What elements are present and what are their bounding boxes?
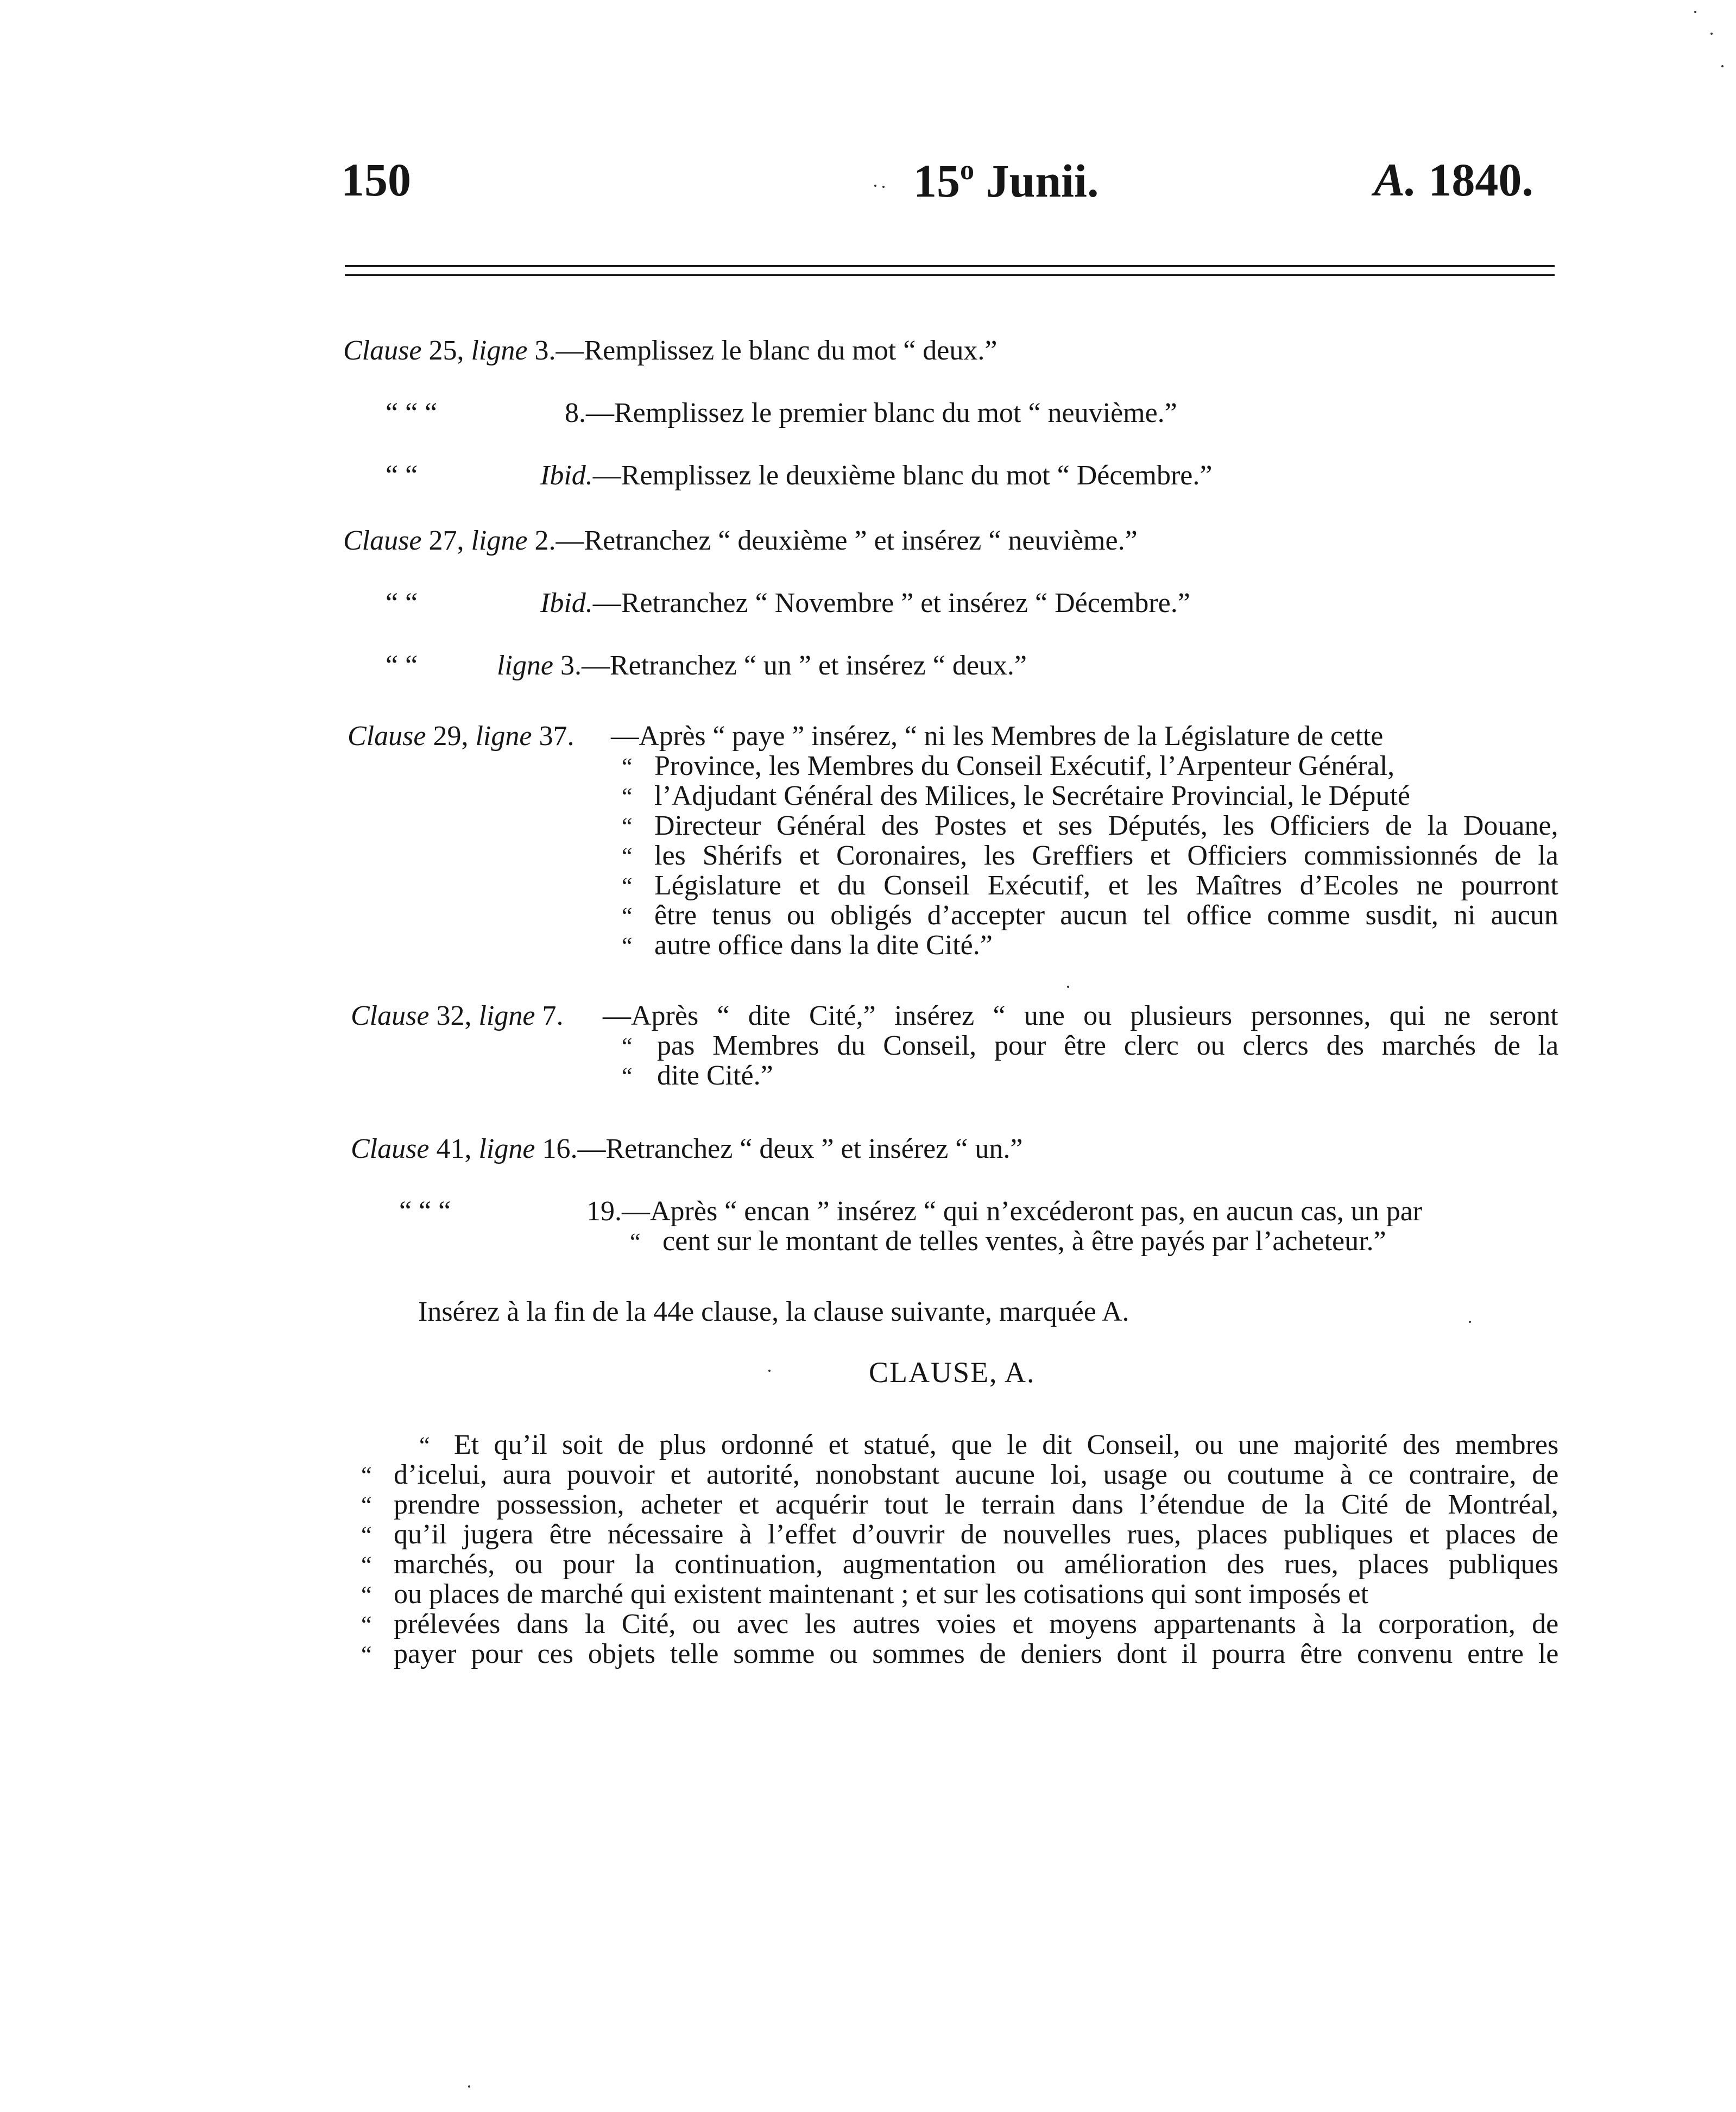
line-number: 3. xyxy=(560,650,582,681)
ditto-marks: “ “ “ xyxy=(399,1196,451,1227)
amendment-text: —Remplissez le premier blanc du mot “ neuvième.” xyxy=(586,398,1177,428)
amendment-line xyxy=(386,589,1190,617)
line-number: 16. xyxy=(542,1133,578,1164)
clause32-line: dite Cité.” xyxy=(657,1060,773,1091)
ditto-marks: “ “ xyxy=(386,650,418,681)
year-prefix: A. xyxy=(1374,154,1417,206)
date-day: 15 xyxy=(913,155,960,207)
amendment-text: —Remplissez le deuxième blanc du mot “ Décembre.” xyxy=(592,460,1213,491)
clause-word: Clause xyxy=(343,525,422,556)
clause29-line: Province, les Membres du Conseil Exécutif, l’Arpenteur Général, xyxy=(654,751,1395,781)
header-date xyxy=(913,155,1099,207)
amendment-line xyxy=(386,462,1212,490)
quote-mark: “ xyxy=(361,1492,372,1518)
amendment-line xyxy=(399,1197,1422,1226)
clause32-ref xyxy=(351,1002,563,1030)
clause29-line: —Après “ paye ” insérez, “ ni les Membres de la Législature de cette xyxy=(611,721,1384,752)
clause-a-line: prélevées dans la Cité, ou avec les autres voies et moyens appartenants à la corporation, de xyxy=(394,1609,1559,1640)
amendment-line xyxy=(343,337,997,365)
clause-number: 32, xyxy=(436,1000,472,1031)
amendment-text: —Retranchez “ un ” et insérez “ deux.” xyxy=(581,650,1027,681)
amendment-line xyxy=(343,527,1138,555)
clause29-line: être tenus ou obligés d’accepter aucun tel office comme susdit, ni aucun xyxy=(654,900,1558,931)
quote-mark: “ xyxy=(622,813,633,840)
clause29-ref xyxy=(348,722,574,751)
amendment-text: cent sur le montant de telles ventes, à être payés par l’acheteur.” xyxy=(662,1226,1386,1257)
clause-word: Clause xyxy=(343,335,422,366)
ligne-word: ligne xyxy=(475,721,532,752)
clause29-line: l’Adjudant Général des Milices, le Secrétaire Provincial, le Député xyxy=(654,780,1410,811)
line-number: 8. xyxy=(565,398,586,428)
ditto-marks: “ “ xyxy=(386,588,418,619)
quote-mark: “ xyxy=(361,1611,372,1638)
clause29-line: Législature et du Conseil Exécutif, et les Maîtres d’Ecoles ne pourront xyxy=(654,870,1558,901)
year-value: 1840. xyxy=(1428,154,1533,206)
quote-mark: “ xyxy=(622,1063,633,1089)
quote-mark: “ xyxy=(622,932,633,959)
amendment-text: —Retranchez “ Novembre ” et insérez “ Décembre.” xyxy=(592,588,1190,619)
line-number: 37. xyxy=(539,721,575,752)
amendment-line xyxy=(351,1135,1022,1163)
line-number: 3. xyxy=(534,335,556,366)
line-number: 19. xyxy=(586,1196,622,1227)
quote-mark: “ xyxy=(622,753,633,780)
ditto-marks: “ “ “ xyxy=(386,398,438,428)
clause-word: Clause xyxy=(351,1133,430,1164)
quote-mark: “ xyxy=(361,1581,372,1608)
quote-mark: “ xyxy=(622,783,633,810)
quote-mark: “ xyxy=(622,843,633,869)
clause-number: 29, xyxy=(433,721,469,752)
quote-mark: “ xyxy=(419,1432,430,1459)
ligne-word: ligne xyxy=(478,1133,535,1164)
clause-word: Clause xyxy=(351,1000,430,1031)
amendment-text: —Après “ encan ” insérez “ qui n’excéderont pas, en aucun cas, un par xyxy=(622,1196,1423,1227)
line-number: 2. xyxy=(534,525,556,556)
insert-note: Insérez à la fin de la 44e clause, la clause suivante, marquée A. xyxy=(418,1296,1129,1327)
date-month: Junii. xyxy=(986,155,1099,207)
clause29-line: autre office dans la dite Cité.” xyxy=(654,930,993,961)
line-number: 7. xyxy=(542,1000,564,1031)
quote-mark: “ xyxy=(622,1033,633,1060)
header-year xyxy=(1374,154,1533,206)
amendment-text: —Retranchez “ deux ” et insérez “ un.” xyxy=(577,1133,1023,1164)
clause-a-line: payer pour ces objets telle somme ou sommes de deniers dont il pourra être convenu entre le xyxy=(394,1638,1559,1669)
amendment-text: —Retranchez “ deuxième ” et insérez “ neuvième.” xyxy=(555,525,1138,556)
clause-a-line: d’icelui, aura pouvoir et autorité, nonobstant aucune loi, usage ou coutume à ce contraire, de xyxy=(394,1459,1559,1490)
clause29-line: les Shérifs et Coronaires, les Greffiers et Officiers commissionnés de la xyxy=(654,840,1558,871)
clause-number: 27, xyxy=(428,525,464,556)
clause29-line: Directeur Général des Postes et ses Députés, les Officiers de la Douane, xyxy=(654,810,1558,841)
quote-mark: “ xyxy=(622,903,633,929)
ditto-marks: “ “ xyxy=(386,460,418,491)
quote-mark: “ xyxy=(630,1228,641,1255)
ligne-word: ligne xyxy=(478,1000,535,1031)
clause-number: 41, xyxy=(436,1133,472,1164)
quote-mark: “ xyxy=(622,873,633,899)
page-number: 150 xyxy=(341,154,411,206)
clause32-line: —Après “ dite Cité,” insérez “ une ou plusieurs personnes, qui ne seront xyxy=(603,1000,1558,1031)
date-ordinal: o xyxy=(960,155,974,186)
quote-mark: “ xyxy=(361,1462,372,1489)
ligne-word: ligne xyxy=(497,650,553,681)
quote-mark: “ xyxy=(361,1552,372,1578)
clause-number: 25, xyxy=(428,335,464,366)
ibid-word: Ibid. xyxy=(540,460,593,491)
header-rule-bottom xyxy=(345,274,1555,276)
amendment-line xyxy=(386,399,1177,427)
clause-a-line: marchés, ou pour la continuation, augmentation ou amélioration des rues, places publiques xyxy=(394,1549,1558,1580)
amendment-line xyxy=(386,652,1027,680)
clause32-line: pas Membres du Conseil, pour être clerc ou clercs des marchés de la xyxy=(657,1030,1559,1061)
quote-mark: “ xyxy=(361,1522,372,1548)
clause-a-title: CLAUSE, A. xyxy=(869,1356,1036,1389)
clause-word: Clause xyxy=(348,721,426,752)
clause-a-line: ou places de marché qui existent maintenant ; et sur les cotisations qui sont imposés et xyxy=(394,1579,1369,1610)
ligne-word: ligne xyxy=(471,525,528,556)
header-rule-top xyxy=(345,265,1555,267)
amendment-text: —Remplissez le blanc du mot “ deux.” xyxy=(555,335,998,366)
ibid-word: Ibid. xyxy=(540,588,593,619)
clause-a-line: Et qu’il soit de plus ordonné et statué, que le dit Conseil, ou une majorité des membres xyxy=(454,1429,1559,1460)
ligne-word: ligne xyxy=(471,335,528,366)
clause-a-line: qu’il jugera être nécessaire à l’effet d’ouvrir de nouvelles rues, places publiques et places de xyxy=(394,1519,1558,1550)
clause-a-line: prendre possession, acheter et acquérir tout le terrain dans l’étendue de la Cité de Montréal, xyxy=(394,1489,1559,1520)
quote-mark: “ xyxy=(361,1641,372,1668)
